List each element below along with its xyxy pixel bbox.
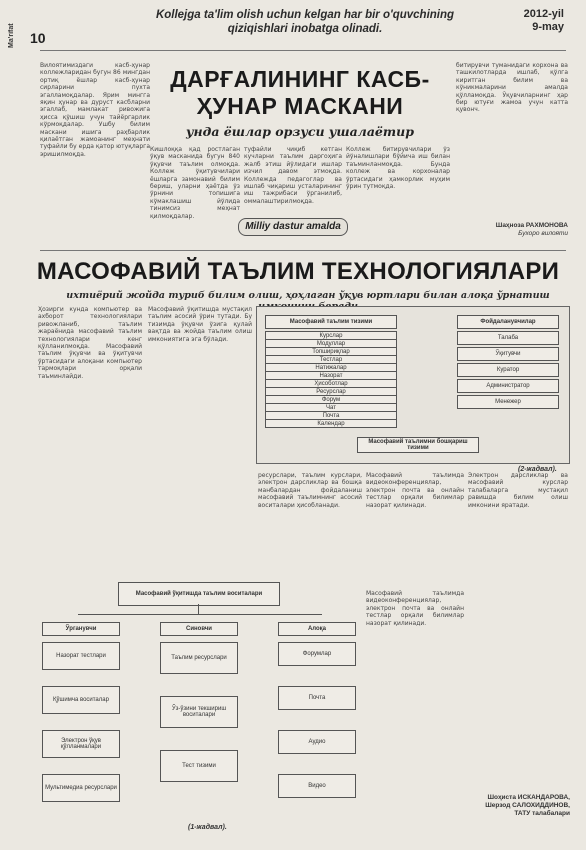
diagram2-left-item: Форум	[265, 395, 397, 404]
masthead-motto: Kollejga ta'lim olish uchun kelgan har bir o'quvchining qiziqishlari inobatga olinadi.	[155, 9, 455, 35]
diagram2-left-item: Ресурслар	[265, 387, 397, 396]
diagram2-left-item: Чат	[265, 403, 397, 412]
article2-author-b: Шерзод САЛОХИДДИНОВ,	[485, 802, 570, 809]
diagram2-left-item: Назорат	[265, 371, 397, 380]
article1-headline: ДАРҒАЛИНИНГ КАСБ-ҲУНАР МАСКАНИ	[170, 66, 430, 119]
diagram1-right-item: Форумлар	[278, 642, 356, 666]
diagram1-left-item: Қўшимча воситалар	[42, 686, 120, 714]
diagram2-right-item: Куратор	[457, 363, 559, 377]
diagram2-right-item: Талаба	[457, 331, 559, 345]
diagram-lms-structure	[256, 306, 570, 464]
diagram1-mid-item: Таълим ресурслари	[160, 642, 238, 674]
diagram1-left-item: Мультимедиа ресурслари	[42, 774, 120, 802]
page-number: 10	[30, 30, 46, 46]
diagram2-right-title: Фойдаланувчилар	[457, 315, 559, 329]
diagram2-left-item: Ҳисоботлар	[265, 379, 397, 388]
diagram1-mid-item: Тест тизими	[160, 750, 238, 782]
article1-subhead: унда ёшлар орзуси ушалаётир	[186, 124, 414, 139]
masthead-divider	[40, 50, 566, 51]
diagram2-right-item: Менежер	[457, 395, 559, 409]
diagram1-right-item: Аудио	[278, 730, 356, 754]
section-divider	[40, 250, 566, 251]
diagram2-left-item: Натижалар	[265, 363, 397, 372]
diagram1-right-item: Почта	[278, 686, 356, 710]
diagram1-col-3: Алоқа	[278, 622, 356, 636]
article2-author-a: Шоҳиста ИСКАНДАРОВА,	[487, 794, 570, 801]
issue-date	[524, 8, 564, 34]
article2-column-1: Ҳозирги кунда компьютер ва ахборот технологиялари ривожланиб, таълим жараёнида масофавий таълим технологиялари кенг қўлланилмоқда. Масофавий таълим ўқувчи ва ўқитувчи ўртасидаги алоқани компьютер тармоқлари орқали таъминлайди.	[38, 306, 142, 380]
article2-signature	[466, 794, 570, 818]
article1-signature	[456, 222, 568, 238]
masthead	[0, 0, 586, 52]
diagram1-mid-item: Ўз-ўзини текшириш воситалари	[160, 696, 238, 728]
diagram1-col-1: Ўрганувчи	[42, 622, 120, 636]
diagram2-footer: Масофавий таълимни бошқариш тизими	[357, 437, 479, 453]
article2-author-role: ТАТУ талабалари	[514, 810, 570, 817]
article2-column-4b: Масофавий таълимда видеоконференциялар, электрон почта ва онлайн тестлар орқали билимлар назорат қилинади.	[366, 590, 464, 627]
figure2-caption: (2-жадвал).	[518, 466, 557, 473]
diagram2-left-item: Курслар	[265, 331, 397, 340]
article2-column-5: Электрон дарсликлар ва масофавий курслар талабаларга мустақил равишда билим олиш имконини яратади.	[468, 472, 568, 509]
diagram2-right-item: Ўқитувчи	[457, 347, 559, 361]
article1-column-1: Вилоятимиздаги касб-ҳунар коллежларидан бугун 86 мингдан ортиқ ёшлар касб-ҳунар сирларини пухта эгалламоқдалар. Ярим мингга яқин ҳунар ва дуруст касбларни эгаллаб, мамлакат ривожига ҳисса қўшиш учун тайёргарлик кўрмоқдалар. Ушбу билим маскани ишига раҳбарлик қилаётган жамоанинг меҳнати туфайли бу ерда қатор ютуқларга эришилмоқда.	[40, 62, 150, 158]
article2-column-4: Масофавий таълимда видеоконференциялар, электрон почта ва онлайн тестлар орқали билимлар назорат қилинади.	[366, 472, 464, 509]
article1-column-4: Коллеж битирувчилари ўз йўналишлари бўйича иш билан таъминланмоқда. Бунда коллеж ва корхоналар ўртасидаги ҳамкорлик муҳим ўрин тутмоқда.	[346, 146, 450, 191]
milliy-dastur-badge: Milliy dastur amalda	[238, 218, 348, 236]
issue-year: 2012-yil	[523, 8, 564, 20]
diagram2-left-title: Масофавий таълим тизими	[265, 315, 397, 329]
diagram2-left-item: Модуллар	[265, 339, 397, 348]
issue-day: 9-may	[532, 21, 564, 33]
article1-column-3: туфайли чиқиб кетган кучларни таълим даргоҳига жалб этиш йўлидаги ишлар изчил давом этмоқда. Коллежда педагоглар ва ишлаб чиқариш усталарининг иш тажрибаси ўрганилиб, оммалаштирилмоқда.	[244, 146, 342, 205]
diagram2-left-item: Топшириқлар	[265, 347, 397, 356]
diagram2-left-item: Тестлар	[265, 355, 397, 364]
diagram2-right-item: Администратор	[457, 379, 559, 393]
article2-column-3: ресурслари, таълим курслари, электрон дарсликлар ва бошқа манбалардан фойдаланиш масофавий таълимнинг асосий воситалари ҳисобланади.	[258, 472, 362, 509]
article2-subhead: ихтиёрий жойда туриб билим олиш, ҳоҳлаган ўқув юртлари билан алоқа ўрнатиш	[66, 290, 550, 301]
diagram2-left-item: Почта	[265, 411, 397, 420]
article1-column-2: Кишлоққа қад ростлаган ўқув масканида бугун 840 ўқувчи таълим олмоқда. Коллеж ўқитувчилари ёшларга замонавий билим бериш, уларни ҳаётда ўз ўрнини топишига кўмаклашиш йўлида тинимсиз меҳнат қилмоқдалар.	[150, 146, 240, 220]
diagram1-col-2: Синовчи	[160, 622, 238, 636]
figure1-caption: (1-жадвал).	[188, 824, 227, 831]
diagram1-left-item: Электрон ўқув қўлланмалари	[42, 730, 120, 758]
diagram1-right-item: Видео	[278, 774, 356, 798]
article1-author-role: Бухоро вилояти	[518, 230, 568, 237]
diagram-learning-tools	[38, 580, 360, 842]
diagram2-left-item: Календар	[265, 419, 397, 428]
article2-headline: МАСОФАВИЙ ТАЪЛИМ ТЕХНОЛОГИЯЛАРИ	[36, 258, 560, 285]
brand-logo: Ma'rifat	[8, 23, 15, 48]
diagram1-left-item: Назорат тестлари	[42, 642, 120, 670]
diagram1-title: Масофавий ўқитишда таълим воситалари	[118, 582, 280, 606]
article2-column-2: Масофавий ўқитишда мустақил таълим асосий ўрин тутади. Бу тизимда ўқувчи ўзига қулай вақтда ва жойда таълим олиш имкониятига эга бўлади.	[148, 306, 252, 343]
article1-column-5: битирувчи туманидаги корхона ва ташкилотларда ишлаб, қўлга киритган билим ва кўникмаларини амалда қўлламоқда. Ўқувчиларнинг ҳар бир ютуғи жамоа учун катта қувонч.	[456, 62, 568, 114]
article1-author: Шаҳноза РАХМОНОВА	[495, 222, 568, 229]
